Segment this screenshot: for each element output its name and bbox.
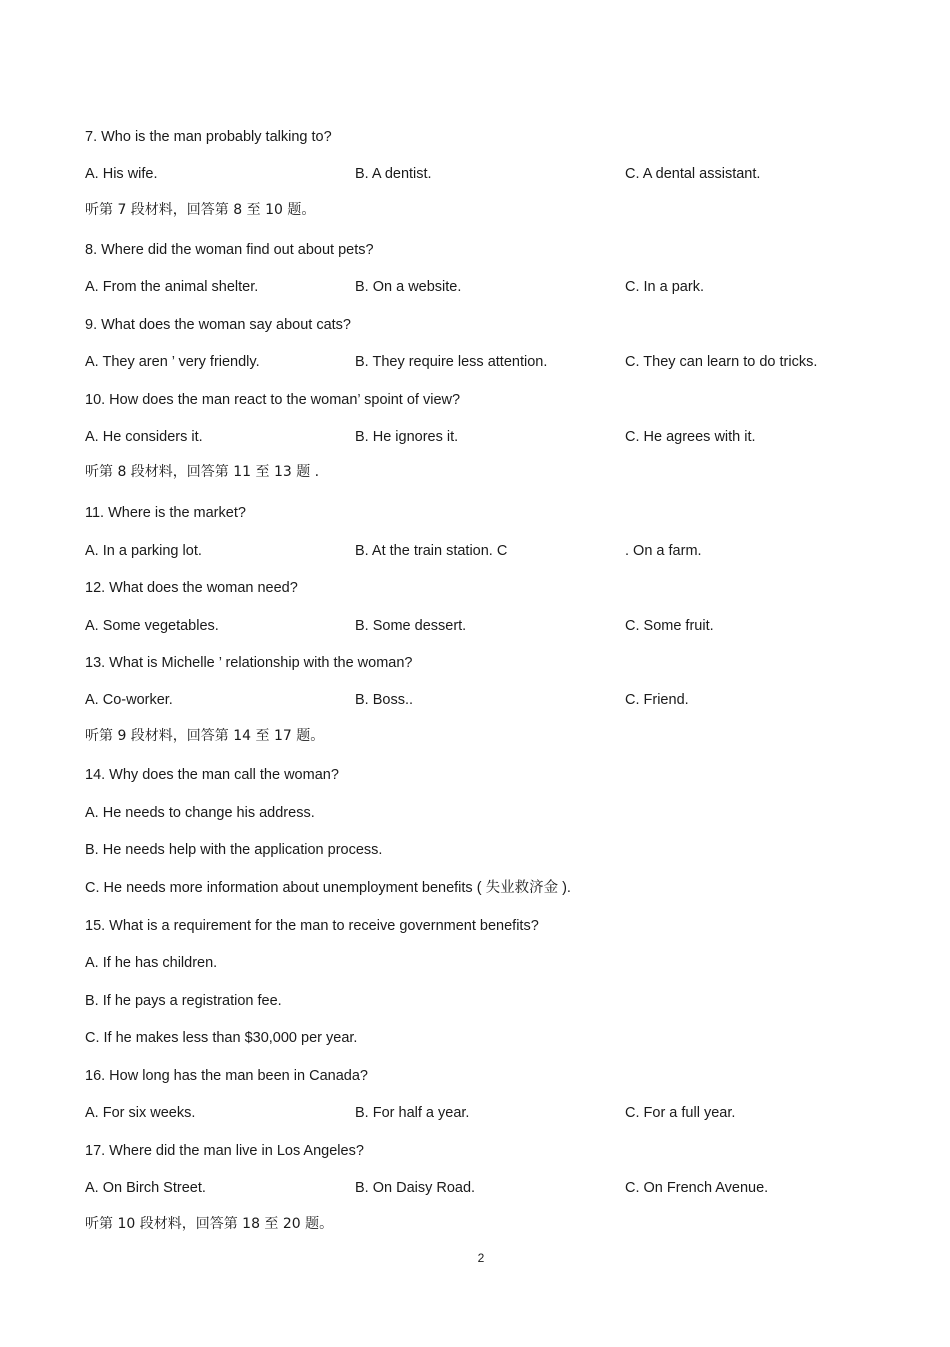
option-7b: B. A dentist.	[355, 166, 432, 182]
option-17c: C. On French Avenue.	[625, 1180, 769, 1196]
option-14c: C. He needs more information about unemployment benefits ( 失业救济金 ).	[85, 880, 571, 896]
section-10-heading: 听第 10 段材料，回答第 18 至 20 题。	[85, 1216, 334, 1232]
section-7-heading: 听第 7 段材料，回答第 8 至 10 题。	[85, 202, 316, 218]
option-17b: B. On Daisy Road.	[355, 1180, 476, 1196]
option-9a: A. They aren ’ very friendly.	[85, 354, 260, 370]
option-13c: C. Friend.	[625, 692, 689, 708]
option-10c: C. He agrees with it.	[625, 429, 756, 445]
option-11b: B. At the train station. C	[355, 543, 508, 559]
question-17: 17. Where did the man live in Los Angeles?	[85, 1143, 364, 1159]
option-13a: A. Co-worker.	[85, 692, 173, 708]
option-15c: C. If he makes less than $30,000 per year.	[85, 1030, 358, 1046]
option-12c: C. Some fruit.	[625, 618, 714, 634]
option-8b: B. On a website.	[355, 279, 462, 295]
option-16c: C. For a full year.	[625, 1105, 736, 1121]
question-12: 12. What does the woman need?	[85, 580, 298, 596]
question-9: 9. What does the woman say about cats?	[85, 317, 351, 333]
option-10b: B. He ignores it.	[355, 429, 459, 445]
section-9-heading: 听第 9 段材料，回答第 14 至 17 题。	[85, 728, 325, 744]
question-13: 13. What is Michelle ’ relationship with the woman?	[85, 655, 413, 671]
page-number: 2	[477, 1251, 485, 1265]
option-9b: B. They require less attention.	[355, 354, 548, 370]
question-14: 14. Why does the man call the woman?	[85, 767, 339, 783]
option-14a: A. He needs to change his address.	[85, 805, 315, 821]
question-11: 11. Where is the market?	[85, 505, 246, 521]
question-15: 15. What is a requirement for the man to receive government benefits?	[85, 918, 539, 934]
option-14b: B. He needs help with the application process.	[85, 842, 383, 858]
option-16a: A. For six weeks.	[85, 1105, 196, 1121]
option-15a: A. If he has children.	[85, 955, 218, 971]
option-15b: B. If he pays a registration fee.	[85, 993, 282, 1009]
question-10: 10. How does the man react to the woman’ spoint of view?	[85, 392, 461, 408]
option-7c: C. A dental assistant.	[625, 166, 761, 182]
option-11a: A. In a parking lot.	[85, 543, 202, 559]
question-16: 16. How long has the man been in Canada?	[85, 1068, 368, 1084]
option-9c: C. They can learn to do tricks.	[625, 354, 818, 370]
option-8c: C. In a park.	[625, 279, 704, 295]
option-17a: A. On Birch Street.	[85, 1180, 206, 1196]
option-7a: A. His wife.	[85, 166, 158, 182]
option-12a: A. Some vegetables.	[85, 618, 219, 634]
option-12b: B. Some dessert.	[355, 618, 467, 634]
option-8a: A. From the animal shelter.	[85, 279, 259, 295]
section-8-heading: 听第 8 段材料，回答第 11 至 13 题 .	[85, 464, 320, 480]
option-10a: A. He considers it.	[85, 429, 203, 445]
option-11c: . On a farm.	[625, 543, 702, 559]
question-8: 8. Where did the woman find out about pets?	[85, 242, 374, 258]
option-13b: B. Boss..	[355, 692, 414, 708]
question-7: 7. Who is the man probably talking to?	[85, 129, 332, 145]
option-16b: B. For half a year.	[355, 1105, 470, 1121]
